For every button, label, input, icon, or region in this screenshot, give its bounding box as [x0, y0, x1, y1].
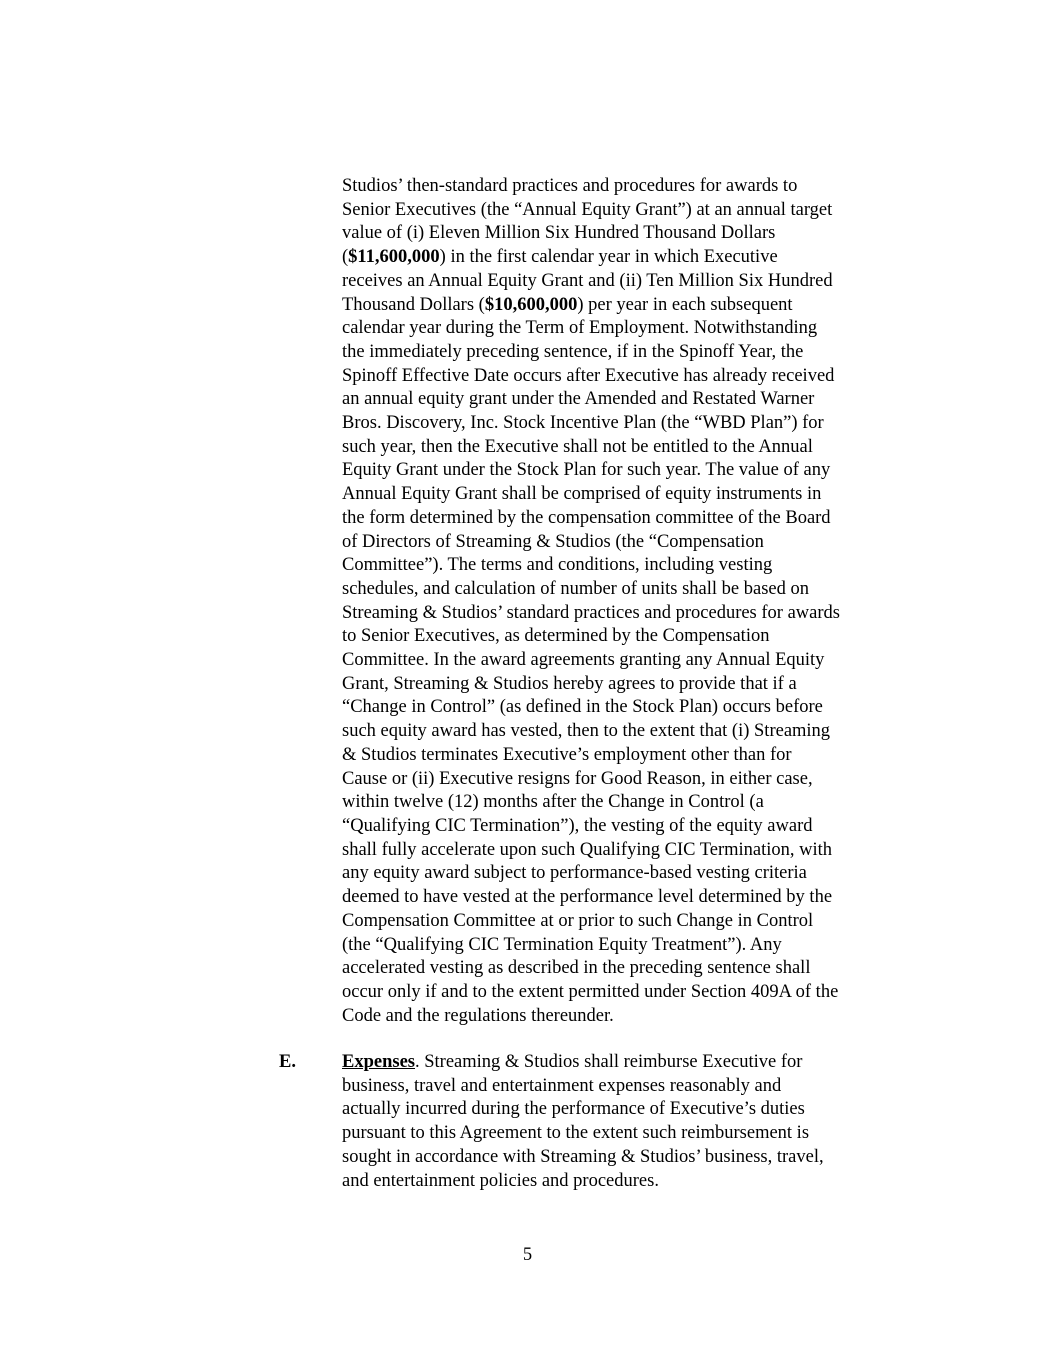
text-run: . Streaming & Studios shall reimburse Executive for — [415, 1052, 803, 1072]
text-line: an annual equity grant under the Amended and Restated Warner — [342, 389, 815, 410]
text-line: occur only if and to the extent permitted under Section 409A of the — [342, 981, 839, 1002]
text-line: business, travel and entertainment expenses reasonably and — [342, 1075, 782, 1096]
text-line — [342, 294, 904, 318]
text-line: such year, then the Executive shall not be entitled to the Annual — [342, 436, 813, 457]
text-line: within twelve (12) months after the Change in Control (a — [342, 792, 764, 813]
text-run: ) per year in each subsequent — [577, 294, 793, 315]
page-number: 5 — [522, 1245, 533, 1265]
text-line: deemed to have vested at the performance level determined by the — [342, 887, 833, 908]
text-line: “Qualifying CIC Termination”), the vesting of the equity award — [342, 815, 813, 836]
text-run: Thousand Dollars ( — [342, 294, 485, 315]
text-line: Bros. Discovery, Inc. Stock Incentive Plan (the “WBD Plan”) for — [342, 413, 824, 434]
text-run: ) in the first calendar year in which Executive — [439, 247, 778, 268]
text-line — [342, 246, 904, 270]
text-line: and entertainment policies and procedures. — [342, 1170, 659, 1191]
text-line: Streaming & Studios’ standard practices and procedures for awards — [342, 602, 840, 623]
text-line: accelerated vesting as described in the preceding sentence shall — [342, 958, 811, 979]
text-line: pursuant to this Agreement to the extent such reimbursement is — [342, 1123, 810, 1144]
amount-first-year: $11,600,000 — [348, 247, 440, 268]
text-line — [342, 1051, 904, 1075]
text-line: any equity award subject to performance-based vesting criteria — [342, 863, 807, 884]
text-line: shall fully accelerate upon such Qualifying CIC Termination, with — [342, 839, 833, 860]
text-line: calendar year during the Term of Employment. Notwithstanding — [342, 318, 818, 339]
section-e-expenses — [342, 1051, 904, 1193]
amount-subsequent-years: $10,600,000 — [484, 294, 578, 315]
text-line: value of (i) Eleven Million Six Hundred Thousand Dollars — [342, 223, 776, 244]
text-line: Committee”). The terms and conditions, including vesting — [342, 555, 773, 576]
text-line: schedules, and calculation of number of units shall be based on — [342, 578, 809, 599]
text-line: Senior Executives (the “Annual Equity Grant”) at an annual target — [342, 199, 833, 220]
text-line: sought in accordance with Streaming & Studios’ business, travel, — [342, 1146, 824, 1167]
text-line: & Studios terminates Executive’s employment other than for — [342, 744, 792, 765]
text-line: Committee. In the award agreements granting any Annual Equity — [342, 650, 825, 671]
text-line: receives an Annual Equity Grant and (ii) Ten Million Six Hundred — [342, 270, 833, 291]
text-line: Annual Equity Grant shall be comprised of equity instruments in — [342, 484, 822, 505]
text-line: such equity award has vested, then to the extent that (i) Streaming — [342, 721, 831, 742]
paragraph-annual-equity-grant — [342, 175, 904, 1028]
text-line: Studios’ then-standard practices and procedures for awards to — [342, 176, 798, 196]
text-line: Cause or (ii) Executive resigns for Good Reason, in either case, — [342, 768, 813, 789]
text-line: Compensation Committee at or prior to such Change in Control — [342, 910, 814, 931]
text-line: Equity Grant under the Stock Plan for such year. The value of any — [342, 460, 831, 481]
text-line: the form determined by the compensation committee of the Board — [342, 507, 831, 528]
text-line: actually incurred during the performance of Executive’s duties — [342, 1099, 805, 1120]
text-run: ( — [342, 247, 349, 268]
text-line: Grant, Streaming & Studios hereby agrees to provide that if a — [342, 673, 797, 694]
text-line: (the “Qualifying CIC Termination Equity Treatment”). Any — [342, 934, 782, 955]
text-line: Spinoff Effective Date occurs after Executive has already received — [342, 365, 835, 386]
text-line: Code and the regulations thereunder. — [342, 1005, 614, 1026]
text-line: of Directors of Streaming & Studios (the “Compensation — [342, 531, 764, 552]
text-line: the immediately preceding sentence, if in the Spinoff Year, the — [342, 341, 804, 362]
section-e-letter: E. — [279, 1052, 296, 1072]
section-e-heading: Expenses — [342, 1052, 415, 1072]
text-line: to Senior Executives, as determined by the Compensation — [342, 626, 770, 647]
text-line: “Change in Control” (as defined in the Stock Plan) occurs before — [342, 697, 823, 718]
